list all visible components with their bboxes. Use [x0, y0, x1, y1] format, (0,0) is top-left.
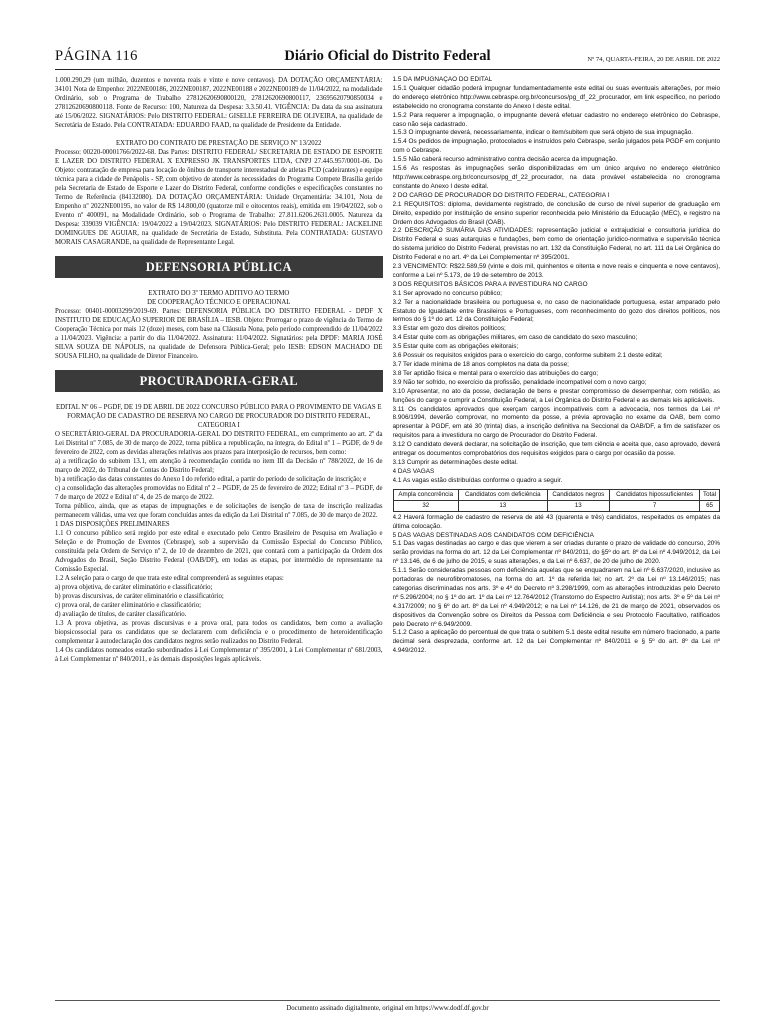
section-heading: 4 DAS VAGAS — [392, 467, 435, 475]
masthead — [55, 43, 720, 70]
paragraph: 3.5 Estar quite com as obrigações eleitorais; — [392, 343, 519, 351]
table-header-cell: Candidatos negros — [547, 489, 610, 500]
paragraph: 1.5.2 Para requerer a impugnação, o impugnante deverá efetuar cadastro no endereço eletrônico do Cebraspe, caso não seja cadastrado. — [392, 111, 720, 128]
paragraph: 1.000.290,29 (um milhão, duzentos e noventa reais e vinte e nove centavos). DA DOTAÇÃO ORÇAMENTÁRIA: 34101 Nota de Empenho: 2022NE00186, 2022NE00187, 2022NE00188 e 2022NE00189 de 11/04/2022, na modalidade Ordinário, sob o Programa de Trabalho 27812620690800120, 27812620690800117, 23695620790850034 e 27812620690800118. Fonte de Recurso: 100, Natureza da Despesa: 3.3.50.41. VIGÊNCIA: Da data da sua assinatura até 15/06/2022. SIGNATÁRIOS: Pelo DISTRITO FEDERAL: GISELLE FERREIRA DE OLIVEIRA, na qualidade de Secretária de Estado. Pela CONTRATADA: EDUARDO FAAD, na qualidade de Presidente da Entidade. — [55, 77, 383, 129]
paragraph: 1.4 Os candidatos nomeados estarão subordinados à Lei Complementar nº 395/2001, à Lei Complementar nº 681/2003, à Lei Complementar nº 840/2011, e às demais disposições legais aplicáveis. — [55, 647, 383, 663]
table-header-cell: Total — [700, 489, 720, 500]
extrato-title: EXTRATO DO 3º TERMO ADITIVO AO TERMO — [148, 290, 290, 297]
issue-info: Nº 74, QUARTA-FEIRA, 20 DE ABRIL DE 2022 — [587, 56, 720, 63]
section-heading: 1.5 DA IMPUGNAÇÃO DO EDITAL — [392, 76, 493, 83]
section-heading: 2 DO CARGO DE PROCURADOR DO DISTRITO FEDERAL, CATEGORIA I — [392, 191, 610, 199]
paragraph: 3.4 Estar quite com as obrigações militares, em caso de candidato do sexo masculino; — [392, 334, 638, 342]
paragraph: 5.1.2 Caso a aplicação do percentual de que trata o subitem 5.1 deste edital resulte em número fracionado, a parte decimal será desprezada, conforme art. 12 da Lei Complementar nº 840/2011 e § 5º do art. 8º da Lei nº 4.949/2012. — [392, 629, 720, 655]
table-header-row — [393, 489, 720, 500]
table-cell: 7 — [610, 500, 700, 511]
paragraph: 3.8 Ter aptidão física e mental para o exercício das atribuições do cargo; — [392, 369, 599, 377]
list-item: b) a retificação das datas constantes do Anexo I do referido edital, a partir do período de solicitação de inscrição; e — [55, 476, 367, 483]
paragraph: 2.2 DESCRIÇÃO SUMÁRIA DAS ATIVIDADES: representação judicial e extrajudicial e consultoria jurídica do Distrito Federal e suas autarquias e fundações, bem como de orientação jurídico-normativa e supervisão técnica do sistema jurídico do Distrito Federal, previstas no art. 132 da Constituição Federal, no art. 111 da Lei Orgânica do Distrito Federal e no art. 4º da Lei Complementar nº 395/2001. — [392, 227, 720, 262]
paragraph: 2.3 VENCIMENTO: R$22.589,59 (vinte e dois mil, quinhentos e oitenta e nove reais e cinquenta e nove centavos), conforme a Lei nº 5.173, de 19 de setembro de 2013. — [392, 263, 720, 279]
table-cell: 13 — [459, 500, 548, 511]
paragraph: 3.1 Ser aprovado no concurso público; — [392, 289, 502, 297]
paragraph: Torna público, ainda, que as etapas de impugnações e de solicitações de isenção de taxa de inscrição realizadas permanecem válidas, uma vez que foram concluídas antes da edição da Lei Distrital nº 7.085, de 30 de março de 2022. — [55, 503, 383, 519]
list-item: a) a retificação do subitem 13.1, em atenção à recomendação contida no item III da Decisão nº 788/2022, de 16 de março de 2022, do Tribunal de Contas do Distrito Federal; — [55, 458, 383, 474]
list-item: b) provas discursivas, de caráter eliminatório e classificatório; — [55, 593, 224, 600]
paragraph: 3.12 O candidato deverá declarar, na solicitação de inscrição, que tem ciência e aceita que, caso aprovado, deverá entregar os documentos comprobatórios dos requisitos exigidos para o cargo por ocasião da posse. — [392, 441, 720, 458]
list-item: a) prova objetiva, de caráter eliminatório e classificatório; — [55, 584, 213, 591]
page-footer: Documento assinado digitalmente, original em https://www.dodf.df.gov.br — [55, 1000, 720, 1012]
left-column — [55, 76, 383, 990]
list-item: d) avaliação de títulos, de caráter classificatório. — [55, 611, 187, 618]
paragraph: 3.6 Possuir os requisitos exigidos para o exercício do cargo, conforme subitem 2.1 deste edital; — [392, 352, 663, 360]
extrato-title: EXTRATO DO CONTRATO DE PRESTAÇÃO DE SERVIÇO Nº 13/2022 — [116, 140, 322, 147]
section-heading: 3 DOS REQUISITOS BÁSICOS PARA A INVESTIDURA NO CARGO — [392, 280, 588, 288]
paragraph: 5.1.1 Serão consideradas pessoas com deficiência aquelas que se enquadrarem na Lei nº 6.637/2020, inclusive as portadoras de neurofibromatoses, na forma do art. 1º da referida lei; no art. 2º da Lei nº 13.146/2015; nas categorias discriminadas nos arts. 3º e 4º do Decreto nº 3.298/1999, com as alterações introduzidas pelo Decreto nº 5.296/2004; no § 1º do art. 1º da Lei nº 12.764/2012 (Transtorno do Espectro Autista); nos arts. 3º e 5º da Lei nº 4.317/2009; no § 6º do art. 8º da Lei nº 4.949/2012; e na Lei nº 14.126, de 21 de março de 2021, observados os dispositivos da Convenção sobre os Direitos da Pessoa com Deficiência e seu Protocolo Facultativo, ratificados pelo Decreto nº 6.949/2009. — [392, 567, 720, 628]
table-header-cell: Candidatos com deficiência — [459, 489, 548, 500]
paragraph: 1.5.5 Não caberá recurso administrativo contra decisão acerca da impugnação. — [392, 156, 618, 164]
page-number: PÁGINA 116 — [55, 48, 138, 64]
paragraph: 3.10 Apresentar, no ato da posse, declaração de bens e prestar compromisso de desempenhar, com retidão, as funções do cargo e cumprir a Constituição Federal, a Lei Orgânica do Distrito Federal e as demais leis aplicáveis. — [392, 387, 720, 404]
section-header-procuradoria: PROCURADORIA-GERAL — [55, 370, 383, 392]
paragraph: 3.3 Estar em gozo dos direitos políticos; — [392, 325, 506, 333]
right-column — [393, 76, 721, 990]
paragraph: O SECRETÁRIO-GERAL DA PROCURADORIA-GERAL DO DISTRITO FEDERAL, em cumprimento ao art. 2º da Lei Distrital nº 7.085, de 30 de março de 2022, torna pública a republicação, na íntegra, do Edital nº 1 – PGDF, de 9 de fevereiro de 2022, com as devidas alterações relativas aos prazos para interposição de recursos, bem como: — [55, 431, 383, 456]
table-row — [393, 500, 720, 511]
paragraph: 1.5.6 As respostas às impugnações serão disponibilizadas em um único arquivo no endereço eletrônico http://www.cebraspe.org.br/concursos/pg_df_22_procurador, na data provável estabelecida no cronograma constante do Anexo I deste edital. — [392, 165, 720, 190]
paragraph: 1.1 O concurso público será regido por este edital e executado pelo Centro Brasileiro de Pesquisa em Avaliação e Seleção e de Promoção de Eventos (Cebraspe), sob a supervisão da Comissão Especial do Concurso Público, constituída pela Ordem de Serviço nº 2, de 10 de dezembro de 2021, que contará com a participação da Ordem dos Advogados do Brasil, Seção Distrito Federal (OAB/DF), em todas as etapas, por intermédio de representante na Comissão Especial. — [55, 530, 383, 573]
publication-title: Diário Oficial do Distrito Federal — [284, 48, 491, 64]
table-cell: 13 — [547, 500, 610, 511]
table-header-cell: Ampla concorrência — [393, 489, 459, 500]
extrato-body: Processo: 00220-00001766/2022-68. Das Partes: DISTRITO FEDERAL/ SECRETARIA DE ESTADO DE ESPORTE E LAZER DO DISTRITO FEDERAL X EXPRESSO JK TRANSPORTES LTDA, CNPJ 27.445.957/0001-06. Do Objeto: contratação de empresa para locação de ônibus de transporte interestadual de atletas PCD (cadeirantes) e equipe técnica para a cidade de Penápolis - SP, com objetivo de atender às necessidades do Programa Compete Brasília gerido pela Secretaria de Estado de Esporte e Lazer do Distrito Federal, conforme condições e especificações constantes no Termo de Referência (84132080). DA DOTAÇÃO ORÇAMENTÁRIA: Unidade Orçamentária: 34.101, Nota de Empenho nº 2022NE00195, no valor de R$ 14.800,00 (quatorze mil e oitocentos reais), emitida em 19/04/2022, sob o Evento nº 400091, na Modalidade Ordinário, sob o Programa de Trabalho: 27.811.6206.2631.0005. Natureza da Despesa: 339039 VIGÊNCIA: 19/04/2022 a 19/04/2023. SIGNATÁRIOS: Pelo DISTRITO FEDERAL: JACKELINE DOMINGUES DE AGUIAR, na qualidade de Secretária de Estado, Substituta. Pela CONTRATADA: GUSTAVO MORAIS CASAGRANDE, na qualidade de Representante Legal. — [55, 149, 383, 246]
paragraph: 3.13 Cumprir as determinações deste edital. — [392, 458, 518, 466]
list-item: c) prova oral, de caráter eliminatório e classificatório; — [55, 602, 202, 609]
paragraph: 1.5.1 Qualquer cidadão poderá impugnar fundamentadamente este edital ou suas eventuais alterações, por meio do endereço eletrônico http://www.cebraspe.org.br/concursos/pg_df_22_procurador, em link específico, no período estabelecido no cronograma constante do Anexo I deste edital. — [392, 84, 720, 110]
list-item: c) a consolidação das alterações promovidas no Edital nº 2 – PGDF, de 25 de fevereiro de 2022; Edital nº 3 – PGDF, de 7 de março de 2022 e Edital nº 4, de 25 de março de 2022. — [55, 485, 383, 501]
section-header-defensoria: DEFENSORIA PÚBLICA — [55, 256, 383, 278]
paragraph: 4.1 As vagas estão distribuídas conforme o quadro a seguir. — [392, 476, 563, 484]
extrato-body: Processo: 00401-00003299/2019-69. Partes: DEFENSORIA PÚBLICA DO DISTRITO FEDERAL - DPDF X INSTITUTO DE EDUCAÇÃO SUPERIOR DE BRASÍLIA – IESB. Objeto: Prorrogar o prazo de vigência do Termo de Cooperação Técnica por mais 12 (doze) meses, com base na Cláusula Nona, pelo período compreendido de 11/04/2022 a 11/04/2023. Vigência: a partir do dia 11/04/2022. Assinatura: 11/04/2022. Signatários: pela DPDF: MARIA JOSÉ SILVA SOUZA DE NÁPOLIS, na qualidade de Defensora Pública-Geral; pelo IESB: EDSON MACHADO DE SOUSA FILHO, na qualidade de Diretor Financeiro. — [55, 308, 383, 360]
paragraph: 3.7 Ter idade mínima de 18 anos completos na data da posse; — [392, 361, 569, 368]
paragraph: 1.5.3 O impugnante deverá, necessariamente, indicar o item/subitem que será objeto de sua impugnação. — [392, 129, 694, 137]
section-heading: 1 DAS DISPOSIÇÕES PRELIMINARES — [55, 521, 170, 528]
table-cell: 32 — [393, 500, 459, 511]
extrato-title: DE COOPERAÇÃO TÉCNICO E OPERACIONAL — [147, 299, 291, 306]
paragraph: 1.5.4 Os pedidos de impugnação, protocolados e instruídos pelo Cebraspe, serão julgados pela PGDF em conjunto com o Cebraspe. — [392, 138, 720, 155]
paragraph: 1.2 A seleção para o cargo de que trata este edital compreenderá as seguintes etapas: — [55, 575, 284, 582]
paragraph: 5.1 Das vagas destinadas ao cargo e das que vierem a ser criadas durante o prazo de validade do concurso, 20% serão providas na forma do art. 12 da Lei Complementar nº 840/2011, do §5º do art. 8º da Lei nº 4.949/2012, da Lei nº 13.146, de 6 de julho de 2015, e suas alterações, e da Lei nº 6.637, de 20 de julho de 2020. — [392, 540, 720, 566]
paragraph: 3.2 Ter a nacionalidade brasileira ou portuguesa e, no caso de nacionalidade portuguesa, estar amparado pelo Estatuto de Igualdade entre Brasileiros e Portugueses, com reconhecimento do gozo dos direitos políticos, nos termos do § 1º do art. 12 da Constituição Federal; — [392, 298, 720, 324]
content-columns — [55, 76, 720, 990]
paragraph: 3.11 Os candidatos aprovados que exerçam cargos incompatíveis com a advocacia, nos termos da Lei nº 8.906/1994, deverão comprovar, no momento da posse, a prévia aprovação no exame da OAB, bem como apresentar à PGDF, em até 30 (trinta) dias, a inscrição definitiva na Seccional da OAB/DF, a fim de satisfazer os requisitos para a investidura no cargo de Procurador do Distrito Federal. — [392, 405, 720, 440]
paragraph: 1.3 A prova objetiva, as provas discursivas e a prova oral, para todos os candidatos, bem como a avaliação biopsicossocial para os candidatos que se declararem com deficiência e o procedimento de heteroidentificação complementar à autodeclaração dos candidatos negros serão realizados no Distrito Federal. — [55, 620, 383, 645]
edital-title: EDITAL Nº 06 – PGDF, DE 19 DE ABRIL DE 2022 CONCURSO PÚBLICO PARA O PROVIMENTO DE VAGAS E FORMAÇÃO DE CADASTRO DE RESERVA NO CARGO DE PROCURADOR DO DISTRITO FEDERAL, CATEGORIA I — [55, 404, 382, 429]
table-header-cell: Candidatos hipossuficientes — [610, 489, 700, 500]
section-heading: 5 DAS VAGAS DESTINADAS AOS CANDIDATOS COM DEFICIÊNCIA — [392, 531, 594, 539]
table-cell: 65 — [700, 500, 720, 511]
vacancies-table — [393, 489, 721, 512]
paragraph: 3.9 Não ter sofrido, no exercício da profissão, penalidade incompatível com o novo cargo; — [392, 378, 647, 386]
paragraph: 4.2 Haverá formação de cadastro de reserva de até 43 (quarenta e três) candidatos, respeitados os empates da última colocação. — [392, 513, 720, 530]
paragraph: 2.1 REQUISITOS: diploma, devidamente registrado, de conclusão de curso de nível superior de graduação em Direito, expedido por instituição de ensino superior reconhecida pelo Ministério da Educação (MEC), e registro na Ordem dos Advogados do Brasil (OAB). — [392, 200, 720, 226]
